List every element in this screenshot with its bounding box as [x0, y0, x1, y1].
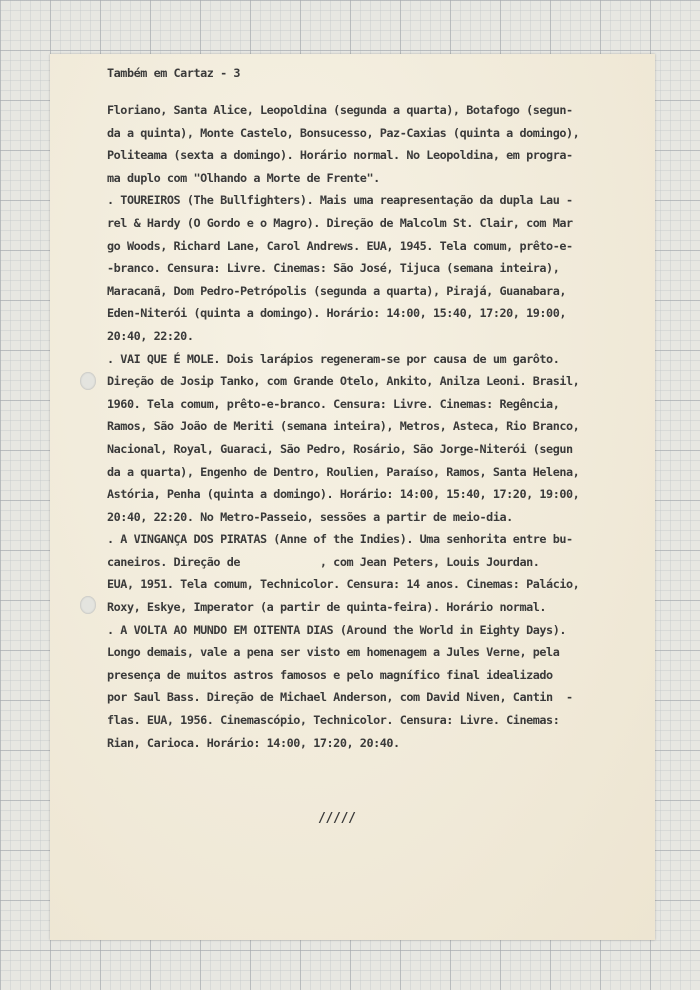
- text-line: go Woods, Richard Lane, Carol Andrews. EUA, 1945. Tela comum, prêto-e-: [107, 238, 573, 253]
- text-line: Ramos, São João de Meriti (semana inteira), Metros, Asteca, Rio Branco,: [107, 419, 580, 434]
- text-line: caneiros. Direção de , com Jean Peters, Louis Jourdan.: [107, 554, 540, 569]
- text-line: Politeama (sexta a domingo). Horário normal. No Leopoldina, em progra-: [107, 148, 573, 163]
- text-line: Longo demais, vale a pena ser visto em homenagem a Jules Verne, pela: [107, 645, 560, 660]
- text-line: por Saul Bass. Direção de Michael Anderson, com David Niven, Cantin -: [107, 690, 573, 705]
- end-mark: /////: [318, 811, 356, 826]
- page-text: [107, 66, 647, 754]
- text-line: da a quarta), Engenho de Dentro, Roulien, Paraíso, Ramos, Santa Helena,: [107, 464, 580, 479]
- text-line: . A VOLTA AO MUNDO EM OITENTA DIAS (Around the World in Eighty Days).: [107, 622, 567, 637]
- text-line: -branco. Censura: Livre. Cinemas: São José, Tijuca (semana inteira),: [107, 261, 560, 276]
- body-text: [107, 99, 647, 754]
- text-line: . TOUREIROS (The Bullfighters). Mais uma reapresentação da dupla Lau -: [107, 193, 573, 208]
- typewritten-page: [50, 54, 655, 940]
- text-line: da a quinta), Monte Castelo, Bonsucesso, Paz-Caxias (quinta a domingo),: [107, 125, 580, 140]
- text-line: ma duplo com "Olhando a Morte de Frente".: [107, 170, 380, 185]
- text-line: rel & Hardy (O Gordo e o Magro). Direção de Malcolm St. Clair, com Mar: [107, 215, 573, 230]
- text-line: . A VINGANÇA DOS PIRATAS (Anne of the Indies). Uma senhorita entre bu-: [107, 532, 573, 547]
- text-line: EUA, 1951. Tela comum, Technicolor. Censura: 14 anos. Cinemas: Palácio,: [107, 577, 580, 592]
- punch-hole: [80, 596, 96, 614]
- text-line: 20:40, 22:20.: [107, 328, 194, 343]
- text-line: 20:40, 22:20. No Metro-Passeio, sessões a partir de meio-dia.: [107, 509, 513, 524]
- text-line: Astória, Penha (quinta a domingo). Horário: 14:00, 15:40, 17:20, 19:00,: [107, 487, 580, 502]
- text-line: presença de muitos astros famosos e pelo magnífico final idealizado: [107, 667, 553, 682]
- text-line: Maracanã, Dom Pedro-Petrópolis (segunda a quarta), Pirajá, Guanabara,: [107, 283, 567, 298]
- text-line: Eden-Niterói (quinta a domingo). Horário: 14:00, 15:40, 17:20, 19:00,: [107, 306, 567, 321]
- text-line: Direção de Josip Tanko, com Grande Otelo, Ankito, Anilza Leoni. Brasil,: [107, 374, 580, 389]
- text-line: . VAI QUE É MOLE. Dois larápios regeneram-se por causa de um garôto.: [107, 351, 560, 366]
- punch-hole: [80, 372, 96, 390]
- text-line: flas. EUA, 1956. Cinemascópio, Technicolor. Censura: Livre. Cinemas:: [107, 713, 560, 728]
- text-line: Rian, Carioca. Horário: 14:00, 17:20, 20:40.: [107, 735, 400, 750]
- text-line: Nacional, Royal, Guaraci, São Pedro, Rosário, São Jorge-Niterói (segun: [107, 441, 573, 456]
- text-line: Floriano, Santa Alice, Leopoldina (segunda a quarta), Botafogo (segun-: [107, 103, 573, 117]
- page-header: Também em Cartaz - 3: [107, 66, 241, 80]
- text-line: Roxy, Eskye, Imperator (a partir de quinta-feira). Horário normal.: [107, 600, 547, 615]
- text-line: 1960. Tela comum, prêto-e-branco. Censura: Livre. Cinemas: Regência,: [107, 396, 560, 411]
